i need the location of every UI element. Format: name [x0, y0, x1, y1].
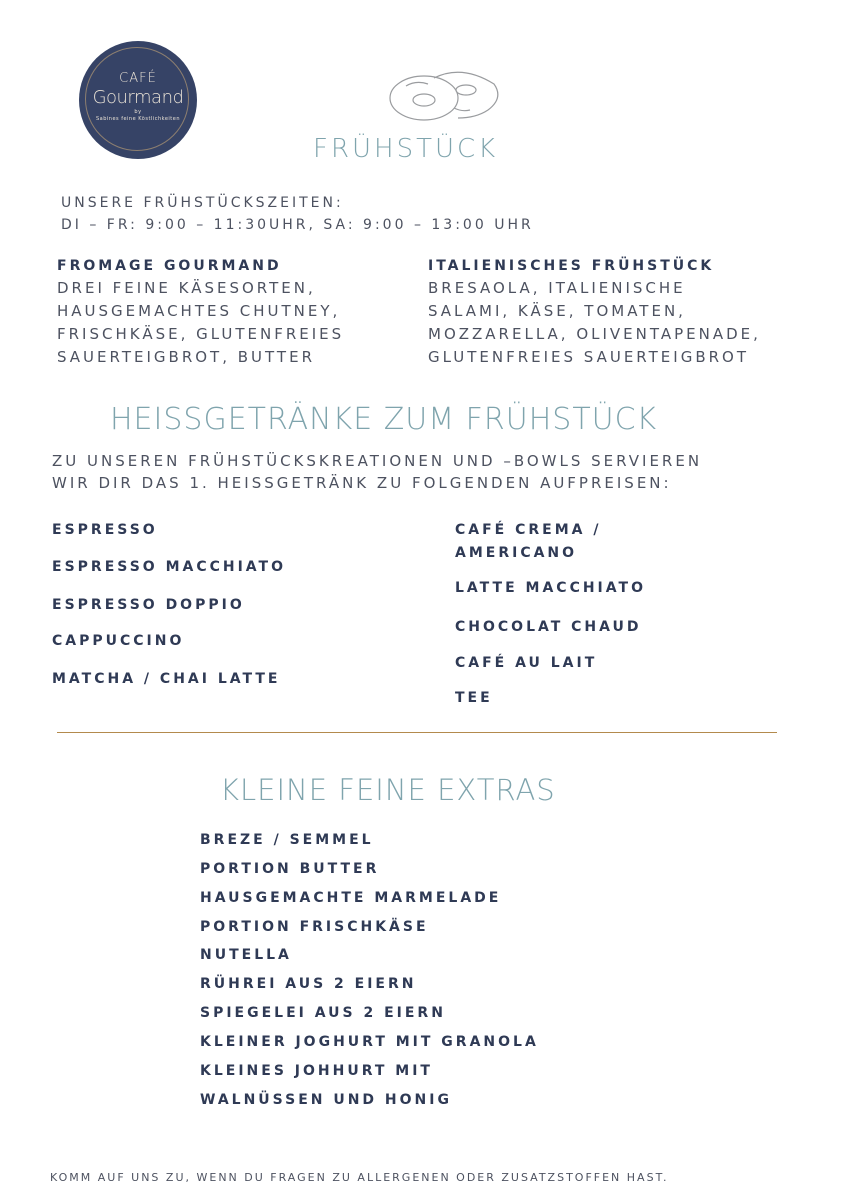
breakfast-title: FRÜHSTÜCK: [313, 134, 499, 164]
dish-fromage-gourmand: [57, 258, 344, 369]
dish-description: [428, 277, 761, 369]
allergen-footer: KOMM AUF UNS ZU, WENN DU FRAGEN ZU ALLERGENEN ODER ZUSATZSTOFFEN HAST.: [50, 1171, 669, 1184]
drink-item: AMERICANO: [455, 545, 578, 561]
dish-description-line: BRESAOLA, ITALIENISCHE: [428, 279, 686, 297]
extra-item: HAUSGEMACHTE MARMELADE: [200, 890, 502, 906]
drink-item: TEE: [455, 690, 493, 706]
hot-drinks-intro: [52, 450, 702, 494]
logo-by-text: by: [134, 109, 142, 115]
drink-item: CAFÉ CREMA /: [455, 522, 602, 538]
drink-item: ESPRESSO: [52, 522, 158, 538]
drink-item: MATCHA / CHAI LATTE: [52, 671, 281, 687]
donut-icon: [384, 64, 508, 124]
breakfast-hours: [61, 192, 534, 236]
drink-item: CHOCOLAT CHAUD: [455, 619, 642, 635]
dish-italienisches-fruehstueck: [428, 258, 761, 369]
hours-value: DI – FR: 9:00 – 11:30UHR, SA: 9:00 – 13:00 UHR: [61, 217, 534, 233]
extra-item: NUTELLA: [200, 947, 292, 963]
dish-description-line: SAUERTEIGBROT, BUTTER: [57, 348, 315, 366]
section-divider: [57, 732, 777, 733]
cafe-logo: [79, 41, 197, 159]
drink-item: LATTE MACCHIATO: [455, 580, 646, 596]
dish-description-line: MOZZARELLA, OLIVENTAPENADE,: [428, 325, 761, 343]
extra-item: KLEINES JOHHURT MIT: [200, 1063, 433, 1079]
dish-description-line: DREI FEINE KÄSESORTEN,: [57, 279, 316, 297]
extra-item: BREZE / SEMMEL: [200, 832, 374, 848]
drink-item: CAPPUCCINO: [52, 633, 185, 649]
extra-item: RÜHREI AUS 2 EIERN: [200, 976, 417, 992]
extra-item: PORTION BUTTER: [200, 861, 380, 877]
dish-name: FROMAGE GOURMAND: [57, 258, 282, 274]
logo-subtitle-text: Sabines feine Köstlichkeiten: [95, 116, 181, 122]
extra-item: PORTION FRISCHKÄSE: [200, 919, 429, 935]
extra-item: KLEINER JOGHURT MIT GRANOLA: [200, 1034, 539, 1050]
dish-description-line: GLUTENFREIES SAUERTEIGBROT: [428, 348, 750, 366]
dish-description-line: HAUSGEMACHTES CHUTNEY,: [57, 302, 341, 320]
logo-gourmand-text: Gourmand: [92, 87, 184, 108]
extra-item: SPIEGELEI AUS 2 EIERN: [200, 1005, 446, 1021]
dish-description: [57, 277, 344, 369]
dish-description-line: FRISCHKÄSE, GLUTENFREIES: [57, 325, 345, 343]
logo-cafe-text: CAFÉ: [119, 71, 157, 86]
dish-name: ITALIENISCHES FRÜHSTÜCK: [428, 258, 715, 274]
drink-item: CAFÉ AU LAIT: [455, 655, 598, 671]
hot-drinks-title: HEISSGETRÄNKE ZUM FRÜHSTÜCK: [110, 402, 658, 437]
extras-title: KLEINE FEINE EXTRAS: [220, 773, 556, 807]
drink-item: ESPRESSO MACCHIATO: [52, 559, 287, 575]
dish-description-line: SALAMI, KÄSE, TOMATEN,: [428, 302, 686, 320]
drink-item: ESPRESSO DOPPIO: [52, 597, 245, 613]
extra-item: WALNÜSSEN UND HONIG: [200, 1092, 452, 1108]
intro-line: WIR DIR DAS 1. HEISSGETRÄNK ZU FOLGENDEN AUFPREISEN:: [52, 474, 672, 492]
hours-label: UNSERE FRÜHSTÜCKSZEITEN:: [61, 195, 344, 211]
intro-line: ZU UNSEREN FRÜHSTÜCKSKREATIONEN UND –BOWLS SERVIEREN: [52, 452, 703, 470]
